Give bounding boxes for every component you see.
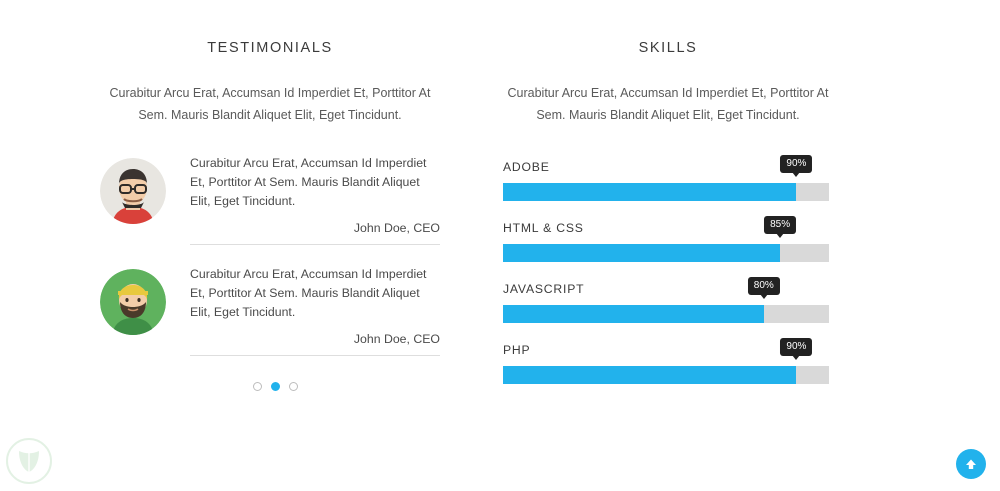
testimonial-author: John Doe, CEO <box>353 332 440 346</box>
skill-bar-fill <box>503 366 796 384</box>
avatar-man-glasses <box>100 158 166 224</box>
skill-label: PHP <box>503 343 531 357</box>
skill-bar-fill <box>503 244 780 262</box>
skills-title: SKILLS <box>638 40 698 56</box>
skill-value-badge: 80% <box>748 277 780 295</box>
skill-label: ADOBE <box>503 160 550 174</box>
testimonial-item <box>100 152 440 245</box>
pagination-dot-3[interactable] <box>289 382 298 391</box>
testimonial-text: Curabitur Arcu Erat, Accumsan Id Imperdiet Et, Porttitor At Sem. Mauris Blandit Aliquet Elit, Eget Tincidunt. <box>190 156 427 208</box>
arrow-up-icon <box>963 456 979 472</box>
testimonials-title: TESTIMONIALS <box>207 40 333 56</box>
skills-section <box>503 40 833 404</box>
testimonials-section <box>100 40 440 391</box>
skill-label: JAVASCRIPT <box>503 282 585 296</box>
skills-intro: Curabitur Arcu Erat, Accumsan Id Imperdiet Et, Porttitor At Sem. Mauris Blandit Aliquet Elit, Eget Tincidunt. <box>507 86 829 122</box>
skill-bar-fill <box>503 183 796 201</box>
testimonial-pagination <box>110 382 440 391</box>
scroll-to-top-button[interactable] <box>956 449 986 479</box>
skill-bar-fill <box>503 305 764 323</box>
skills-list <box>503 160 833 384</box>
testimonial-text: Curabitur Arcu Erat, Accumsan Id Imperdiet Et, Porttitor At Sem. Mauris Blandit Aliquet Elit, Eget Tincidunt. <box>190 267 427 319</box>
testimonial-author: John Doe, CEO <box>353 221 440 235</box>
skill-label: HTML & CSS <box>503 221 584 235</box>
skill-item-adobe <box>503 160 833 201</box>
avatar-man-beard <box>100 269 166 335</box>
pagination-dot-2[interactable] <box>271 382 280 391</box>
testimonial-divider <box>190 355 440 356</box>
skill-item-html-css <box>503 221 833 262</box>
skill-value-badge: 90% <box>780 155 812 173</box>
testimonial-body <box>190 263 440 356</box>
skill-item-javascript <box>503 282 833 323</box>
leaf-logo-watermark <box>5 437 53 485</box>
pagination-dot-1[interactable] <box>253 382 262 391</box>
testimonial-body <box>190 152 440 245</box>
skill-item-php <box>503 343 833 384</box>
testimonials-intro: Curabitur Arcu Erat, Accumsan Id Imperdiet Et, Porttitor At Sem. Mauris Blandit Aliquet Elit, Eget Tincidunt. <box>109 86 431 122</box>
skill-value-badge: 90% <box>780 338 812 356</box>
testimonial-item <box>100 263 440 356</box>
testimonial-divider <box>190 244 440 245</box>
skill-value-badge: 85% <box>764 216 796 234</box>
